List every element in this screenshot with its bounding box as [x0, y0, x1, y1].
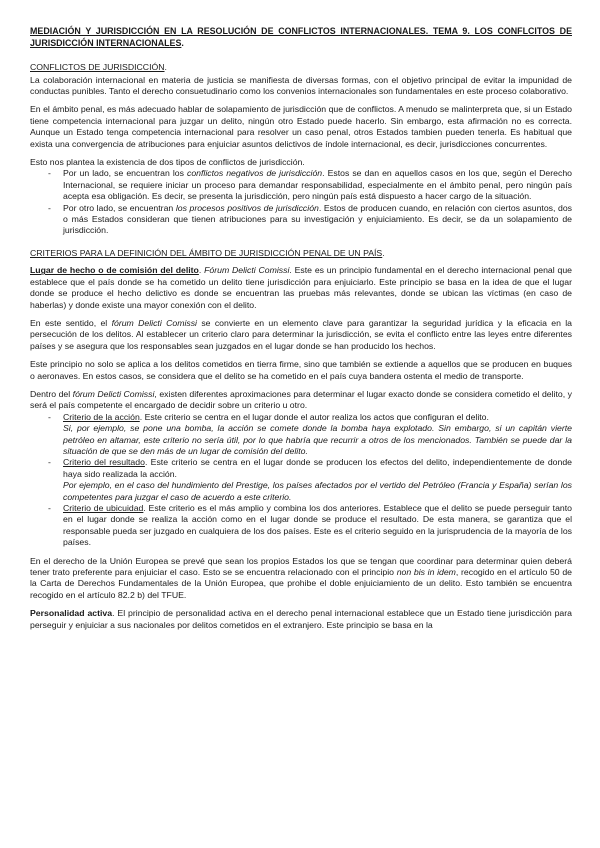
paragraph-sentido: [30, 318, 572, 352]
document-page: [30, 26, 572, 638]
paragraph-text: , recogido en el artículo 50 de la Carta de Derechos Fundamentales de la Unión Europea, que prohibe el doble enjuiciamiento de un delito. Esto también se encuentra recogido en el artículo 82.2 b) del TFUE.: [30, 567, 572, 600]
heading-end: .: [382, 247, 385, 258]
list-item-positivos: [30, 203, 572, 237]
paragraph-lugar-hecho: [30, 265, 572, 311]
criteria-list: [30, 412, 572, 549]
paragraph-text: . El principio de personalidad activa en el derecho penal internacional establece que un Estado tiene jurisdicción para perseguir y enjuiciar a sus nacionales por delitos cometidos en el extranjero. Este principio se basa en la: [30, 608, 572, 630]
latin-term: Fórum Delicti Comissi: [204, 265, 290, 276]
list-item-accion: [30, 412, 572, 458]
conflict-types-list: [30, 168, 572, 236]
list-item-ubicuidad: [30, 503, 572, 549]
section-heading-conflictos: [30, 62, 572, 73]
term-lugar: Lugar de hecho o de comisión del delito: [30, 265, 199, 276]
criterion-text: . Este criterio es el más amplio y combina los dos anteriores. Establece que el delito se puede perseguir tanto en el lugar donde se realiza la acción como en el lugar donde se produce el resultado. De esta manera, se garantiza que el responsable pueda ser juzgado en cualquiera de los dos países. Este es el criterio seguido en la jurisprudencia de la mayoría de los países.: [63, 503, 572, 548]
latin-term: fórum Delicti Comissi: [111, 317, 197, 328]
list-term: conflictos negativos de jurisdicción: [186, 168, 323, 179]
list-term: los procesos positivos de jurisdicción: [175, 202, 319, 213]
title-text: MEDIACIÓN Y JURISDICCIÓN EN LA RESOLUCIÓN DE CONFLICTOS INTERNACIONALES. TEMA 9. LOS CONFLCITOS DE JURISDICCIÓN INTERNACIONALES: [30, 26, 572, 48]
criterion-example: Si, por ejemplo, se pone una bomba, la acción se comete donde la bomba haya explotado. Sin embargo, si un capitán vierte petróleo en altamar, este criterio no sería útil, por lo que habría que recurrir a otros de los mencionados. También se puede dar la situación de que se den más de un lugar de comisión del delito.: [63, 423, 572, 456]
criterion-label: Criterio del resultado: [63, 457, 145, 468]
heading-text: CONFLICTOS DE JURISDICCIÓN: [30, 62, 165, 73]
latin-term: non bis in idem: [396, 567, 456, 578]
title-end: .: [181, 37, 184, 48]
criterion-text: . Este criterio se centra en el lugar donde se producen los efectos del delito, independientemente de donde haya sido realizada la acción.: [63, 457, 573, 479]
criterion-text: . Este criterio se centra en el lugar donde el autor realiza los actos que configuran el delito.: [139, 411, 489, 422]
paragraph-tipos: Esto nos plantea la existencia de dos tipos de conflictos de jurisdicción.: [30, 157, 305, 168]
list-item-negativos: [30, 168, 572, 202]
criterion-label: Criterio de ubicuidad: [63, 503, 144, 513]
list-text: . Estos de producen cuando, en relación con ciertos asuntos, dos o más Estados consideran que tienen atribuciones para su investigación y enjuiciamiento. Es decir, se da un solapamiento de jurisdicción.: [63, 202, 572, 236]
list-text: . Estos se dan en aquellos casos en los que, según el Derecho Internacional, se requiere iniciar un proceso para demandar responsabilidad, especialmente en el ámbito penal, pero ningún país acepta esa obligación. Es decir, se presenta la jurisdicción, pero ningún país está dispuesto a hacer cargo de la situación.: [63, 168, 572, 202]
paragraph-colaboracion: La colaboración internacional en materia de justicia se manifiesta de diversas formas, con el objetivo principal de evitar la impunidad de conductas punibles. Tanto el derecho consuetudinario como los convenios internacionales son fundamentales en este proceso colaborativo.: [30, 74, 572, 96]
paragraph-text: En el derecho de la Unión Europea se prevé que sean los propios Estados los que se tengan que coordinar para determinar quien deberá tener trato preferente para enjuiciar el caso. Esto se se encuentra relacionado con el principio: [30, 555, 572, 578]
separator: .: [198, 265, 205, 276]
term-personalidad: Personalidad activa: [30, 608, 113, 619]
paragraph-union-europea: [30, 556, 572, 602]
list-text: Por otro lado, se encuentran: [63, 202, 176, 213]
latin-term: fórum Delicti Comissi: [72, 388, 155, 399]
paragraph-text: Dentro del: [30, 388, 73, 399]
paragraph-text: . Este es un principio fundamental en el derecho internacional penal que establece que el país donde se ha cometido un delito tiene jurisdicción para enjuiciarlo. Este principio se basa en la idea de que el lugar donde se produce el hecho delictivo es donde se encuentran las pruebas más relevantes, donde se ubican las víctimas (en caso de haberlas) y donde existe una mayor conexión con el delito.: [30, 265, 573, 310]
list-item-resultado: [30, 457, 572, 503]
section-heading-criterios: [30, 248, 572, 259]
heading-end: .: [164, 62, 167, 73]
criterion-example: Por ejemplo, en el caso del hundimiento del Prestige, los países afectados por el vertido del Petróleo (Francia y España) serían los competentes para juzgar el caso de acuerdo a este criterio.: [63, 480, 572, 502]
document-title: [30, 26, 572, 49]
paragraph-text: se convierte en un elemento clave para garantizar la seguridad jurídica y la eficacia en la persecución de los delitos. Al establecer un criterio claro para determinar la jurisdicción, se evita el conflicto entre las leyes entre diferentes países y se asegura que los responsables sean juzgados en el lugar donde se han producido los hechos.: [30, 317, 573, 351]
paragraph-text: , existen diferentes aproximaciones para determinar el lugar exacto donde se considera cometido el delito, y será el país competente el encargado de decidir sobre un criterio u otro.: [30, 388, 572, 411]
heading-text: CRITERIOS PARA LA DEFINICIÓN DEL ÁMBITO DE JURISDICCIÓN PENAL DE UN PAÍS: [30, 247, 383, 258]
paragraph-aproximaciones: [30, 389, 572, 412]
paragraph-ambito-penal: En el ámbito penal, es más adecuado hablar de solapamiento de jurisdicción que de conflictos. A menudo se malinterpreta que, si un Estado tiene competencia internacional para juzgar un delito, ningún otro Estado puede hacerlo. Sin embargo, esta afirmación no es correcta. Aunque un Estado tenga competencia internacional para resolver un caso penal, otros Estados tambien pueden tenerla. Es habitual que exista una convergencia de atribuciones para enjuiciar asuntos delictivos de índole internacional, es decir, jurisdicciones concurrentes.: [30, 104, 572, 149]
paragraph-personalidad-activa: [30, 608, 572, 631]
criterion-label: Criterio de la acción: [63, 411, 140, 422]
paragraph-text: En este sentido, el: [30, 317, 112, 328]
paragraph-buques: Este principio no solo se aplica a los delitos cometidos en tierra firme, sino que también se extiende a aquellos que se producen en buques o aeronaves. En estos casos, se considera que el delito se ha cometido en el país cuya bandera ostenta el medio de transporte.: [30, 359, 572, 381]
list-text: Por un lado, se encuentran los: [63, 168, 187, 179]
